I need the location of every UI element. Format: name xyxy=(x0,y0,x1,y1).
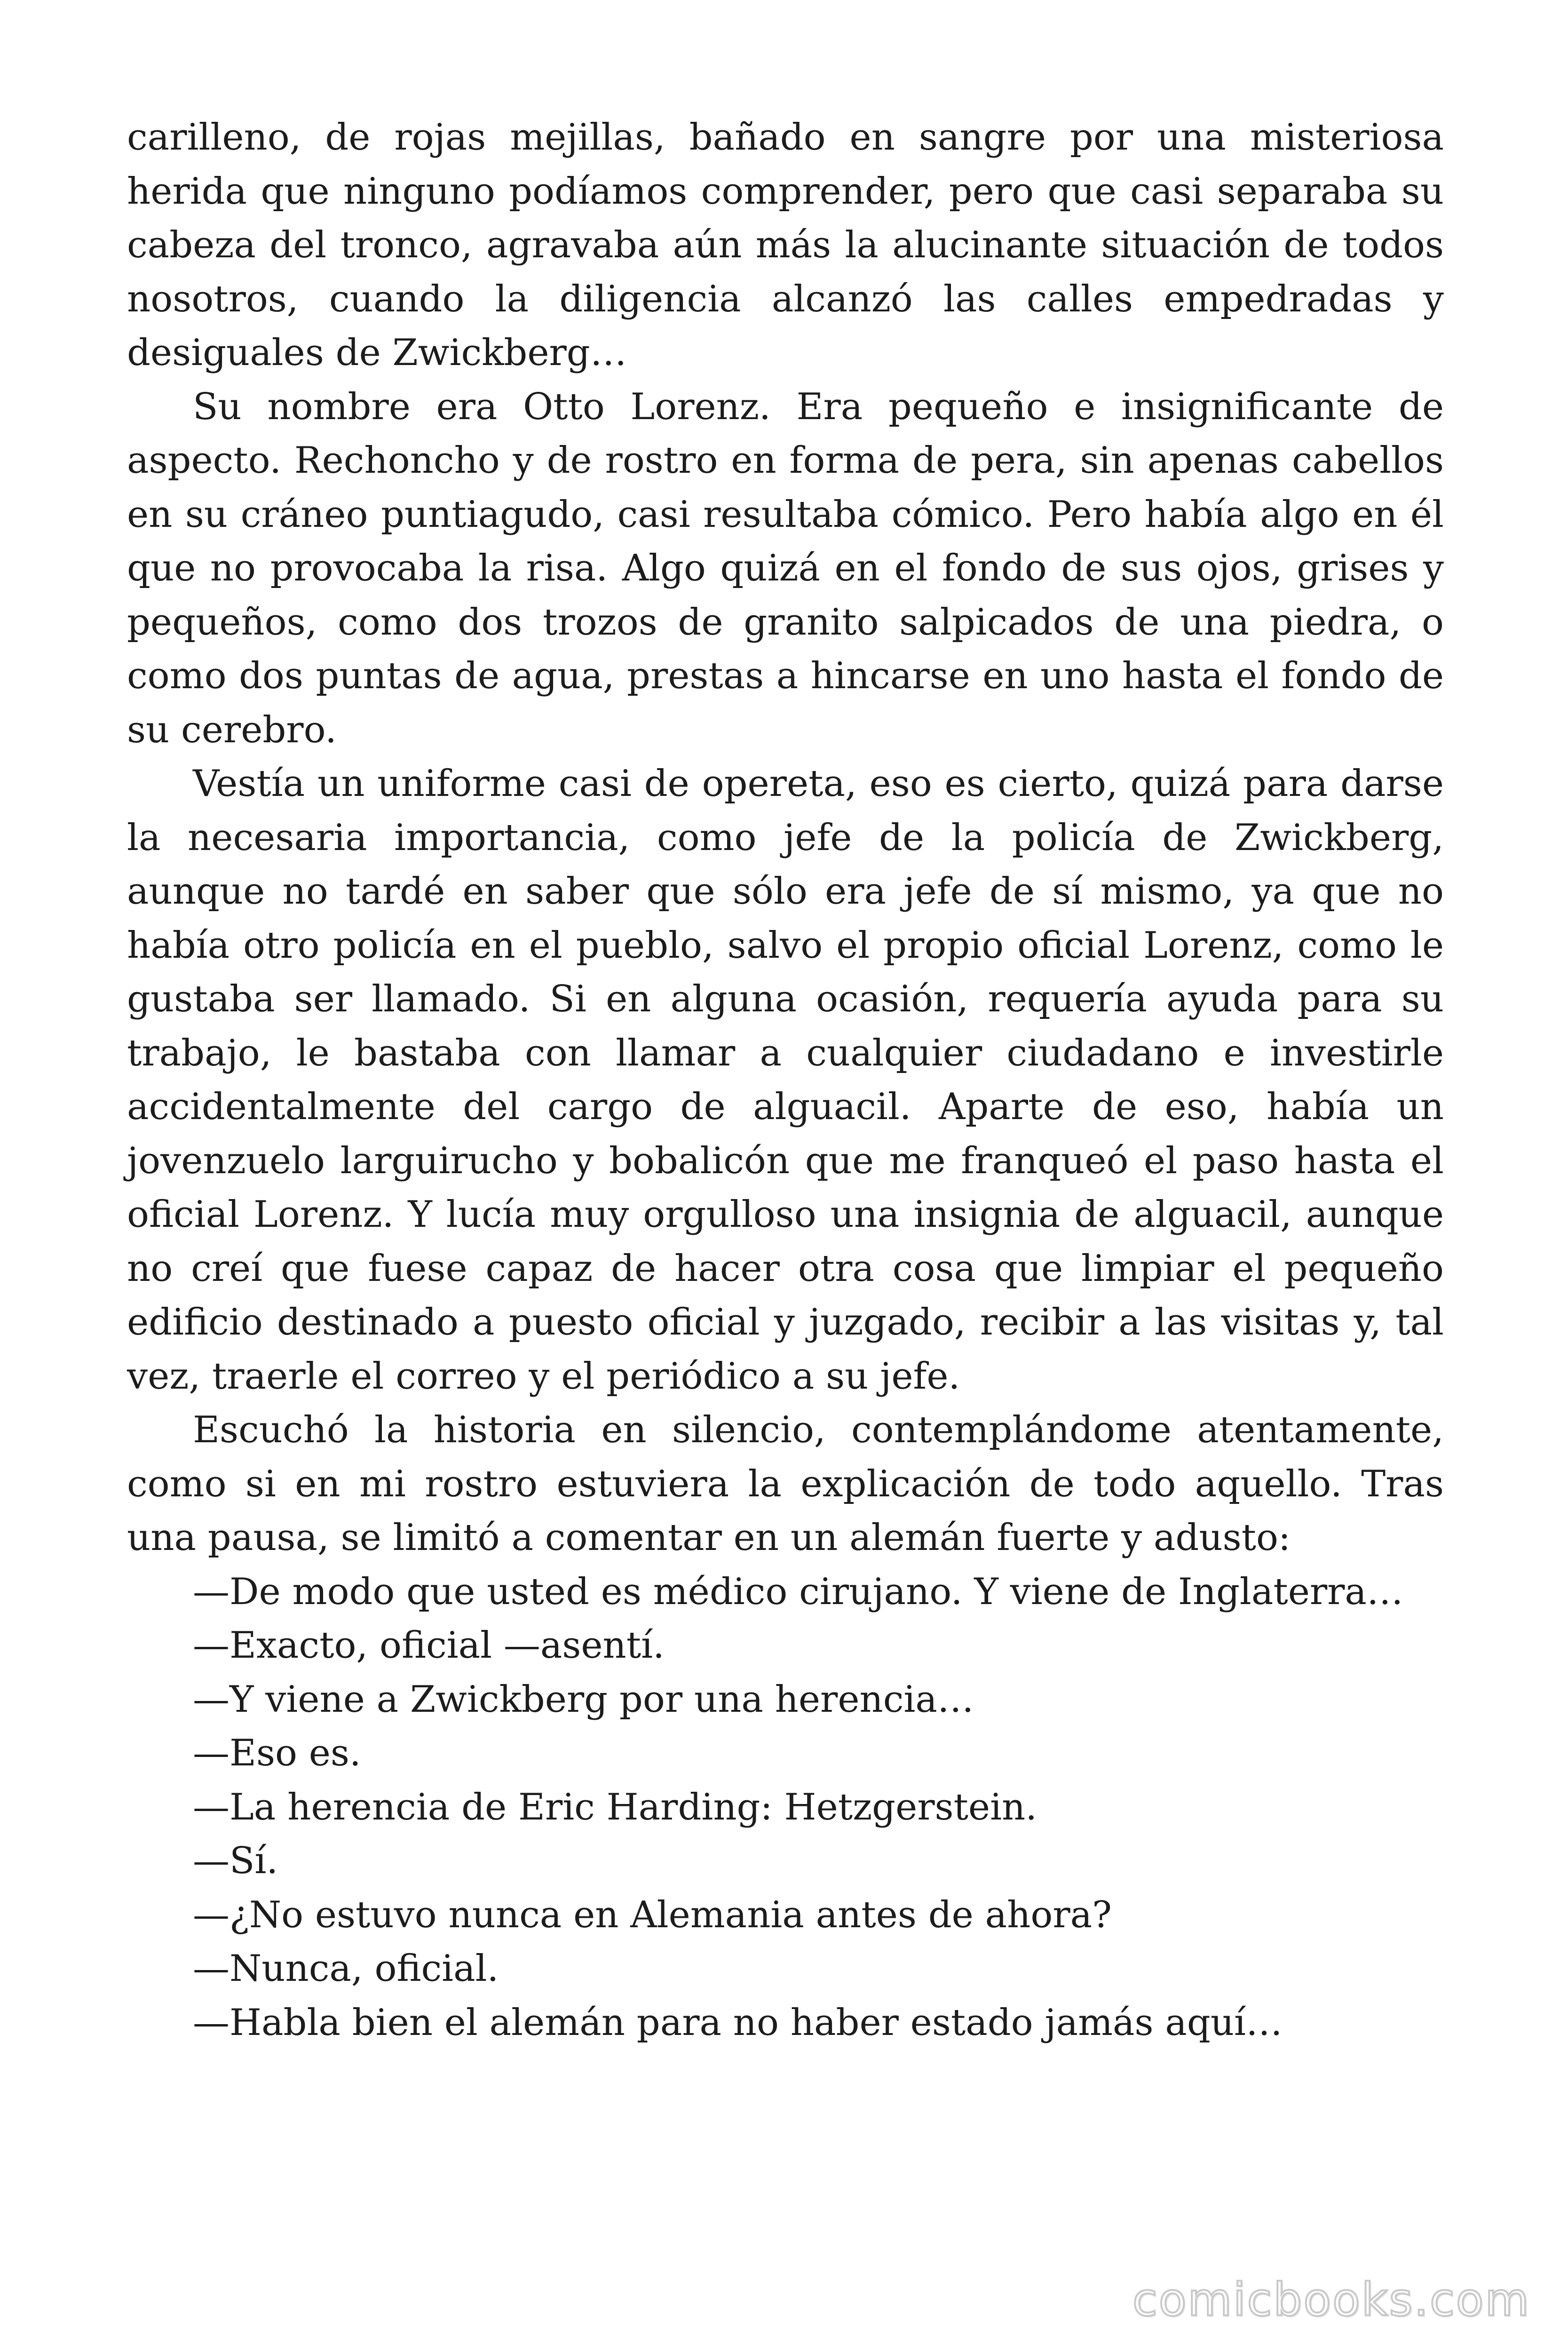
paragraph-uniform: Vestía un uniforme casi de opereta, eso es cierto, quizá para darse la necesaria importancia, como jefe de la policía de Zwickberg, aunque no tardé en saber que sólo era jefe de sí mismo, ya que no había otro policía en el pueblo, salvo el propio oficial Lorenz, como le gustaba ser llamado. Si en alguna ocasión, requería ayuda para su trabajo, le bastaba con llamar a cualquier ciudadano e investirle accidentalmente del cargo de alguacil. Aparte de eso, había un jovenzuelo larguirucho y bobalicón que me franqueó el paso hasta el oficial Lorenz. Y lucía muy orgulloso una insignia de alguacil, aunque no creí que fuese capaz de hacer otra cosa que limpiar el pequeño edificio destinado a puesto oficial y juzgado, recibir a las visitas y, tal vez, traerle el correo y el periódico a su jefe. xyxy=(127,763,1444,1398)
dialogue-line: —Nunca, oficial. xyxy=(193,1947,499,1990)
paragraph-continued: carilleno, de rojas mejillas, bañado en sangre por una misteriosa herida que ninguno podíamos comprender, pero que casi separaba su cabeza del tronco, agravaba aún más la alucinante situación de todos nosotros, cuando la diligencia alcanzó las calles empedradas y desiguales de Zwickberg… xyxy=(127,116,1444,374)
dialogue-line: —Sí. xyxy=(193,1840,278,1882)
dialogue-line: —Habla bien el alemán para no haber estado jamás aquí… xyxy=(193,2001,1283,2044)
paragraph-otto-lorenz: Su nombre era Otto Lorenz. Era pequeño e insignificante de aspecto. Rechoncho y de rostro en forma de pera, sin apenas cabellos en su cráneo puntiagudo, casi resultaba cómico. Pero había algo en él que no provocaba la risa. Algo quizá en el fondo de sus ojos, grises y pequeños, como dos trozos de granito salpicados de una piedra, o como dos puntas de agua, prestas a hincarse en uno hasta el fondo de su cerebro. xyxy=(127,385,1444,751)
paragraph-listened: Escuchó la historia en silencio, contemplándome atentamente, como si en mi rostro estuviera la explicación de todo aquello. Tras una pausa, se limitó a comentar en un alemán fuerte y adusto: xyxy=(127,1409,1444,1559)
dialogue-line: —De modo que usted es médico cirujano. Y viene de Inglaterra… xyxy=(193,1570,1403,1613)
dialogue-line: —La herencia de Eric Harding: Hetzgerstein. xyxy=(193,1786,1037,1828)
dialogue-line: —Y viene a Zwickberg por una herencia… xyxy=(193,1678,974,1721)
page-body xyxy=(127,111,1444,2050)
dialogue-line: —Eso es. xyxy=(193,1732,361,1774)
dialogue-line: —¿No estuvo nunca en Alemania antes de ahora? xyxy=(193,1893,1112,1936)
dialogue-line: —Exacto, oficial —asentí. xyxy=(193,1624,665,1667)
watermark: comicbooks.com xyxy=(1132,2273,1530,2326)
